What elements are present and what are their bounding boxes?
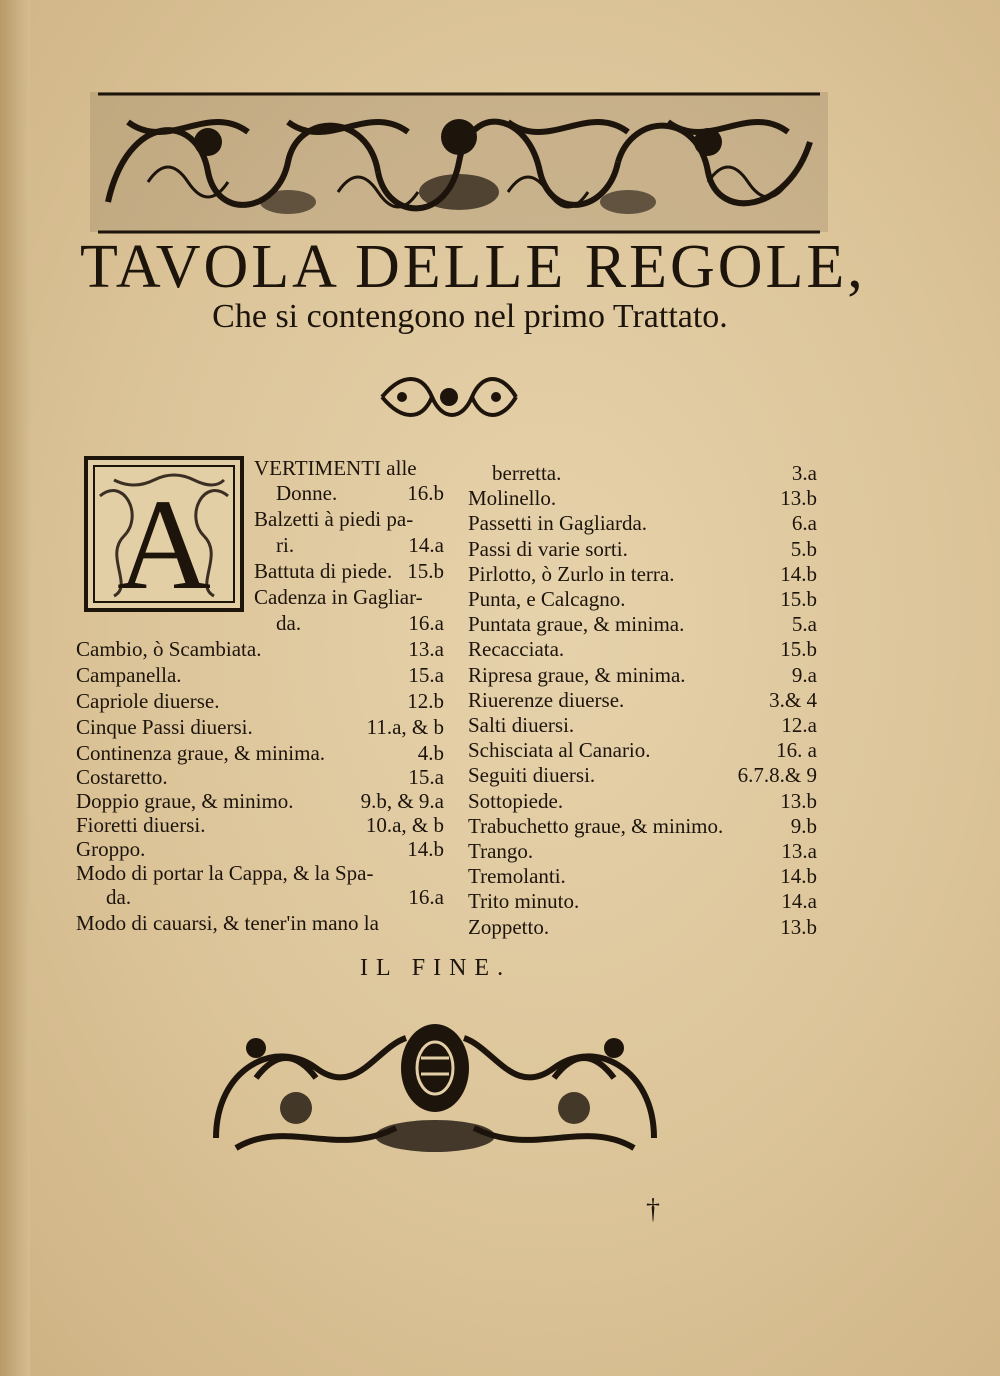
index-entry-page: 5.b bbox=[790, 536, 817, 561]
index-entry-label: Sottopiede. bbox=[468, 788, 564, 813]
index-entry-label: Modo di cauarsi, & tener'in mano la bbox=[76, 911, 379, 935]
index-entry-label: Passetti in Gagliarda. bbox=[468, 511, 648, 536]
index-entry bbox=[468, 864, 817, 888]
index-entry-label: Balzetti à piedi pa- bbox=[254, 507, 414, 531]
index-entry-page: 4.b bbox=[417, 741, 444, 765]
index-entry bbox=[468, 889, 817, 913]
index-entry bbox=[468, 537, 817, 561]
decorated-initial bbox=[84, 456, 244, 612]
closing-text: IL FINE. bbox=[360, 955, 512, 981]
index-entry-label: da. bbox=[106, 885, 132, 909]
index-entry-page: 16. a bbox=[776, 738, 817, 763]
index-entry-label: berretta. bbox=[492, 461, 562, 485]
index-entry bbox=[468, 738, 817, 762]
index-entry-label: Schisciata al Canario. bbox=[468, 738, 651, 763]
index-entry-label: Trabuchetto graue, & minimo. bbox=[468, 813, 724, 838]
index-entry-label: Cambio, ò Scambiata. bbox=[76, 637, 262, 661]
index-entry bbox=[468, 814, 817, 838]
index-entry-page: 16.b bbox=[407, 481, 444, 505]
index-entry bbox=[468, 562, 817, 586]
tailpiece-woodcut bbox=[196, 1008, 674, 1164]
index-entry-label: Donne. bbox=[276, 481, 338, 505]
index-entry bbox=[76, 715, 444, 739]
page-spine-shadow bbox=[0, 0, 30, 1376]
index-entry bbox=[468, 587, 817, 611]
signature-mark: † bbox=[646, 1194, 660, 1225]
index-entry-label: VERTIMENTI alle bbox=[254, 456, 417, 480]
index-entry bbox=[76, 837, 444, 861]
index-entry bbox=[468, 915, 817, 939]
index-entry bbox=[276, 533, 444, 557]
index-entry-page: 6.7.8.& 9 bbox=[737, 763, 817, 788]
index-entry bbox=[254, 456, 444, 480]
index-entry bbox=[468, 637, 817, 661]
index-entry bbox=[468, 486, 817, 510]
index-entry bbox=[276, 611, 444, 635]
index-entry-label: Continenza graue, & minima. bbox=[76, 741, 326, 765]
index-entry-page: 14.b bbox=[780, 864, 817, 889]
index-entry bbox=[468, 839, 817, 863]
index-entry bbox=[106, 885, 444, 909]
index-entry bbox=[468, 789, 817, 813]
index-entry-label: Punta, e Calcagno. bbox=[468, 587, 626, 611]
index-entry bbox=[76, 689, 444, 713]
index-entry-page: 15.b bbox=[780, 637, 817, 662]
index-entry-label: Cadenza in Gagliar- bbox=[254, 585, 423, 609]
index-entry-label: Doppio graue, & minimo. bbox=[76, 789, 294, 813]
index-entry bbox=[468, 713, 817, 737]
index-entry-page: 12.a bbox=[781, 713, 817, 737]
page-subtitle: Che si contengono nel primo Trattato. bbox=[212, 298, 728, 335]
index-entry-label: Puntata graue, & minima. bbox=[468, 612, 685, 637]
index-entry-page: 13.b bbox=[780, 486, 817, 511]
index-entry-label: Riuerenze diuerse. bbox=[468, 687, 625, 712]
index-entry-label: Recacciata. bbox=[468, 637, 565, 662]
index-entry bbox=[76, 663, 444, 687]
index-entry-label: da. bbox=[276, 611, 302, 635]
index-entry-label: Costaretto. bbox=[76, 765, 168, 789]
index-entry-label: ri. bbox=[276, 533, 295, 557]
index-entry bbox=[468, 688, 817, 712]
index-entry-label: Fioretti diuersi. bbox=[76, 813, 206, 837]
index-entry bbox=[76, 789, 444, 813]
index-entry-label: Passi di varie sorti. bbox=[468, 536, 628, 561]
index-entry-label: Trango. bbox=[468, 839, 534, 863]
index-entry-label: Capriole diuerse. bbox=[76, 689, 220, 713]
index-entry-page: 13.a bbox=[408, 637, 444, 661]
index-entry bbox=[492, 461, 817, 485]
index-entry bbox=[76, 861, 444, 885]
index-entry-page: 13.b bbox=[780, 788, 817, 813]
index-entry-page: 13.a bbox=[781, 839, 817, 863]
index-entry-page: 10.a, & b bbox=[365, 813, 444, 837]
index-entry-page: 9.a bbox=[791, 662, 817, 687]
index-entry-label: Groppo. bbox=[76, 837, 146, 861]
index-entry-label: Seguiti diuersi. bbox=[468, 763, 596, 788]
index-entry-page: 11.a, & b bbox=[366, 715, 444, 739]
index-entry-page: 12.b bbox=[407, 689, 444, 713]
index-entry-page: 15.a bbox=[408, 663, 444, 687]
index-entry-page: 9.b, & 9.a bbox=[360, 789, 444, 813]
index-entry-page: 3.& 4 bbox=[769, 687, 817, 712]
page-title: TAVOLA DELLE REGOLE, bbox=[80, 233, 866, 301]
index-entry bbox=[254, 507, 444, 531]
index-entry-label: Pirlotto, ò Zurlo in terra. bbox=[468, 561, 675, 586]
index-entry bbox=[76, 911, 444, 935]
index-entry-page: 5.a bbox=[791, 612, 817, 637]
index-entry-label: Tremolanti. bbox=[468, 864, 566, 889]
index-entry-page: 16.a bbox=[408, 885, 444, 909]
headpiece-woodcut bbox=[88, 82, 830, 242]
index-entry-page: 14.b bbox=[780, 561, 817, 586]
index-entry-page: 14.a bbox=[781, 889, 817, 914]
index-entry bbox=[468, 663, 817, 687]
index-entry bbox=[254, 585, 444, 609]
index-entry-page: 6.a bbox=[791, 511, 817, 536]
index-entry-page: 15.b bbox=[780, 587, 817, 611]
index-entry bbox=[468, 511, 817, 535]
index-entry-label: Battuta di piede. bbox=[254, 559, 393, 583]
drop-cap-letter: A bbox=[117, 473, 211, 612]
index-entry bbox=[468, 612, 817, 636]
index-entry-page: 3.a bbox=[791, 461, 817, 485]
index-entry bbox=[76, 765, 444, 789]
index-entry-page: 14.a bbox=[408, 533, 444, 557]
index-entry-page: 14.b bbox=[407, 837, 444, 861]
fleuron-ornament bbox=[372, 368, 526, 426]
index-entry-label: Zoppetto. bbox=[468, 914, 550, 939]
index-entry-label: Trito minuto. bbox=[468, 889, 580, 914]
index-entry-label: Campanella. bbox=[76, 663, 182, 687]
index-entry-label: Modo di portar la Cappa, & la Spa- bbox=[76, 861, 374, 885]
index-entry-label: Salti diuersi. bbox=[468, 713, 575, 737]
index-entry-page: 9.b bbox=[790, 813, 817, 838]
index-entry-page: 16.a bbox=[408, 611, 444, 635]
index-entry-label: Ripresa graue, & minima. bbox=[468, 662, 686, 687]
index-entry-label: Cinque Passi diuersi. bbox=[76, 715, 253, 739]
index-entry bbox=[276, 481, 444, 505]
index-entry-label: Molinello. bbox=[468, 486, 557, 511]
index-entry bbox=[254, 559, 444, 583]
index-entry bbox=[76, 637, 444, 661]
index-entry-page: 15.a bbox=[408, 765, 444, 789]
index-entry-page: 15.b bbox=[407, 559, 444, 583]
index-entry bbox=[76, 813, 444, 837]
index-entry bbox=[76, 741, 444, 765]
index-entry-page: 13.b bbox=[780, 914, 817, 939]
index-entry bbox=[468, 763, 817, 787]
